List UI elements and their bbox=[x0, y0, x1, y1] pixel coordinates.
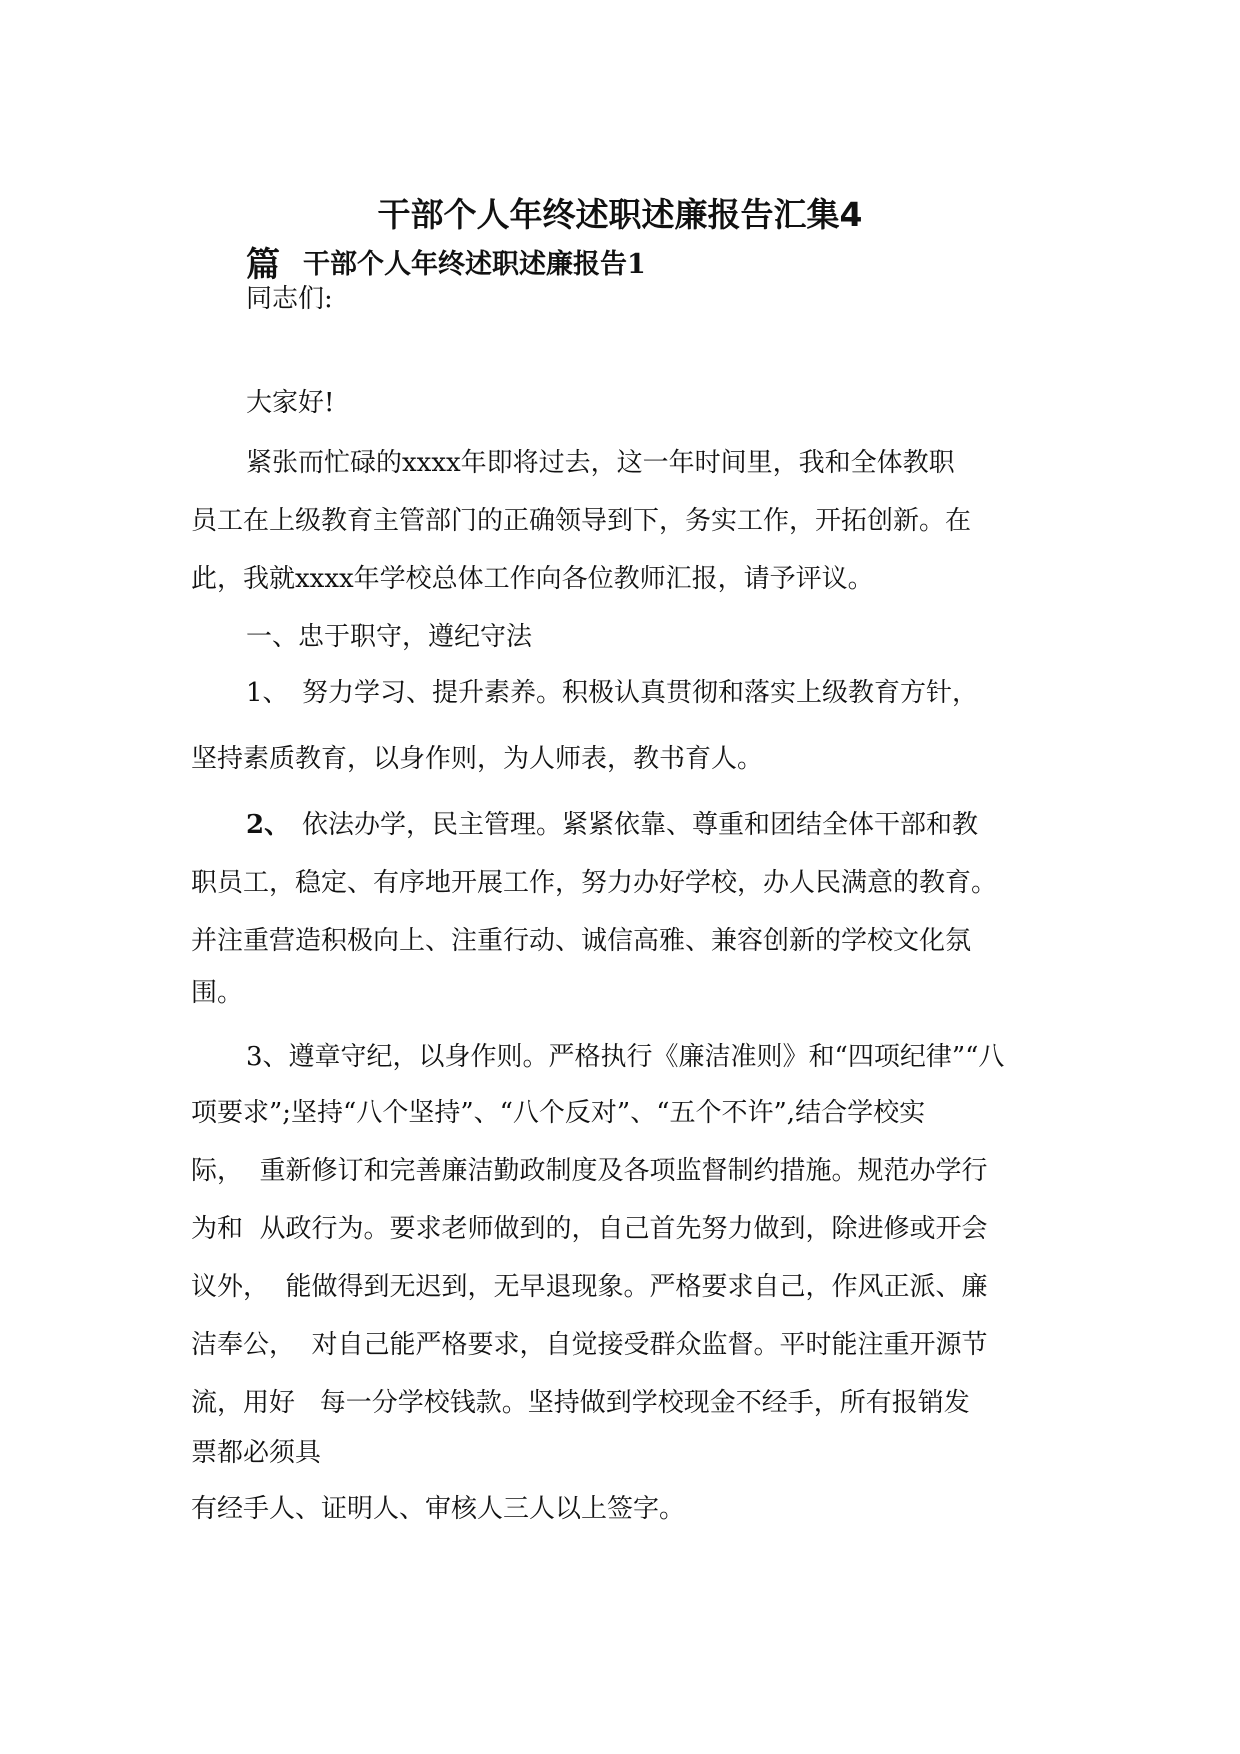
item3-line-9: 有经手人、证明人、审核人三人以上签字。 bbox=[191, 1494, 686, 1524]
intro-line-1: 紧张而忙碌的xxxx年即将过去，这一年时间里，我和全体教职 bbox=[246, 448, 955, 478]
salutation: 同志们: bbox=[246, 284, 333, 314]
item3-line-7: 流，用好 每一分学校钱款。坚持做到学校现金不经手，所有报销发 bbox=[191, 1388, 970, 1418]
item1-number: 1、 bbox=[246, 678, 289, 708]
item2-line-1: 依法办学，民主管理。紧紧依靠、尊重和团结全体干部和教 bbox=[302, 810, 979, 840]
item3-line-1: 3、遵章守纪，以身作则。严格执行《廉洁准则》和“四项纪律”“八 bbox=[246, 1042, 1005, 1072]
item2-line-3: 并注重营造积极向上、注重行动、诚信高雅、兼容创新的学校文化氛 bbox=[191, 926, 972, 956]
item2-line-4: 围。 bbox=[191, 978, 244, 1008]
heading-one: 一、忠于职守，遵纪守法 bbox=[246, 622, 533, 652]
item2-number: 2、 bbox=[246, 810, 291, 840]
item3-line-4: 为和 从政行为。要求老师做到的，自己首先努力做到，除进修或开会 bbox=[191, 1214, 988, 1244]
item3-line-6: 洁奉公， 对自己能严格要求，自觉接受群众监督。平时能注重开源节 bbox=[191, 1330, 988, 1360]
intro-line-3: 此，我就xxxx年学校总体工作向各位教师汇报，请予评议。 bbox=[191, 564, 874, 594]
item2-line-2: 职员工，稳定、有序地开展工作，努力办好学校，办人民满意的教育。 bbox=[191, 868, 998, 898]
item3-line-8: 票都必须具 bbox=[191, 1438, 322, 1468]
section-lead-char: 篇 bbox=[246, 245, 280, 285]
item1-line-1: 努力学习、提升素养。积极认真贯彻和落实上级教育方针， bbox=[302, 678, 979, 708]
item3-line-2: 项要求”;坚持“八个坚持”、“八个反对”、“五个不许”,结合学校实 bbox=[191, 1098, 926, 1128]
item3-line-5: 议外， 能做得到无迟到，无早退现象。严格要求自己，作风正派、廉 bbox=[191, 1272, 988, 1302]
item3-line-3: 际， 重新修订和完善廉洁勤政制度及各项监督制约措施。规范办学行 bbox=[191, 1156, 988, 1186]
intro-line-2: 员工在上级教育主管部门的正确领导到下，务实工作，开拓创新。在 bbox=[191, 506, 972, 536]
item1-line-2: 坚持素质教育，以身作则，为人师表，教书育人。 bbox=[191, 744, 764, 774]
document-title: 干部个人年终述职述廉报告汇集4 bbox=[377, 195, 863, 234]
greeting: 大家好! bbox=[246, 388, 335, 418]
section-heading: 干部个人年终述职述廉报告1 bbox=[303, 249, 646, 280]
